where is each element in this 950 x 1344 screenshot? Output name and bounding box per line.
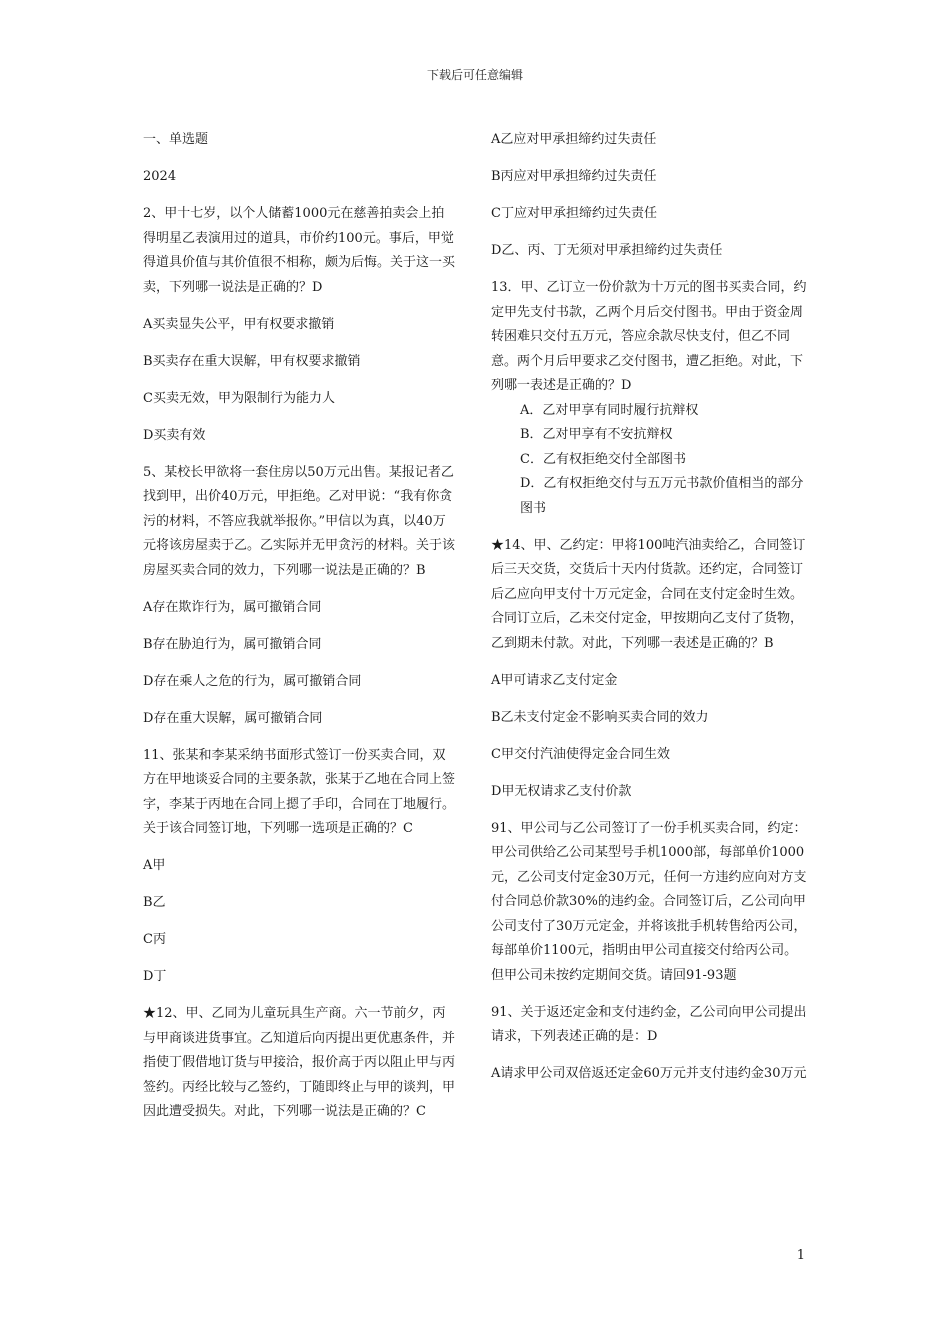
left-column: [143, 128, 455, 1137]
right-column: [491, 128, 809, 1099]
page-number: 1: [796, 1248, 805, 1263]
question-14: ★14、甲、乙约定：甲将100吨汽油卖给乙，合同签订后三天交货，交货后十天内付货款。还约定，合同签订后乙应向甲支付十万元定金，合同在支付定金时生效。合同订立后，乙未交付定金，甲按期向乙支付了货物，乙到期未付款。对此，下列哪一表述是正确的？B: [491, 537, 806, 651]
page-header: 下载后可任意编辑: [426, 68, 523, 82]
q13-option-c: C．乙有权拒绝交付全部图书: [520, 451, 686, 467]
q5-option-a: A存在欺诈行为，属可撤销合同: [143, 599, 322, 615]
q5-option-c: D存在乘人之危的行为，属可撤销合同: [143, 673, 362, 689]
question-5: 5、某校长甲欲将一套住房以50万元出售。某报记者乙找到甲，出价40万元，甲拒绝。乙对甲说：“我有你贪污的材料，不答应我就举报你。”甲信以为真，以40万元将该房屋卖于乙。乙实际并无甲贪污的材料。关于该房屋买卖合同的效力，下列哪一说法是正确的？B: [143, 464, 456, 578]
question-2: 2、甲十七岁，以个人储蓄1000元在慈善拍卖会上拍得明星乙表演用过的道具，市价约100元。事后，甲觉得道具价值与其价值很不相称，颇为后悔。关于这一买卖，下列哪一说法是正确的？D: [143, 206, 456, 295]
q13-option-d: D．乙有权拒绝交付与五万元书款价值相当的部分图书: [520, 476, 804, 516]
q12-option-a: A乙应对甲承担缔约过失责任: [491, 132, 657, 147]
q2-option-c: C买卖无效，甲为限制行为能力人: [143, 390, 335, 406]
q11-option-a: A甲: [143, 858, 166, 873]
year-label: 2024: [143, 169, 177, 184]
section-heading: 一、单选题: [143, 132, 209, 147]
q14-option-c: C甲交付汽油使得定金合同生效: [491, 746, 670, 762]
q2-option-b: B买卖存在重大误解，甲有权要求撤销: [143, 353, 361, 369]
q5-option-b: B存在胁迫行为，属可撤销合同: [143, 636, 322, 652]
q91-option-a: A请求甲公司双倍返还定金60万元并支付违约金30万元: [491, 1066, 807, 1081]
q11-option-b: B乙: [143, 895, 166, 910]
q14-option-b: B乙未支付定金不影响买卖合同的效力: [491, 709, 709, 725]
q12-option-b: B丙应对甲承担缔约过失责任: [491, 169, 657, 184]
question-11: 11、张某和李某采纳书面形式签订一份买卖合同，双方在甲地谈妥合同的主要条款，张某于乙地在合同上签字，李某于丙地在合同上摁了手印，合同在丁地履行。关于该合同签订地，下列哪一选项是正确的？C: [143, 747, 456, 836]
q13-option-b: B．乙对甲享有不安抗辩权: [520, 427, 673, 442]
q13-option-a: A．乙对甲享有同时履行抗辩权: [520, 402, 699, 418]
q14-option-a: A甲可请求乙支付定金: [491, 672, 618, 688]
q14-option-d: D甲无权请求乙支付价款: [491, 783, 632, 799]
question-91-scenario: 91、甲公司与乙公司签订了一份手机买卖合同，约定：甲公司供给乙公司某型号手机1000部，每部单价1000元，乙公司支付定金30万元，任何一方违约应向对方支付合同总价款30%的违约金。合同签订后，乙公司向甲公司支付了30万元定金，并将该批手机转售给丙公司，每部单价1100元，指明由甲公司直接交付给丙公司。但甲公司未按约定期间交货。请回91-93题: [491, 820, 807, 983]
q11-option-d: D丁: [143, 969, 167, 984]
q11-option-c: C丙: [143, 932, 166, 947]
q5-option-d: D存在重大误解，属可撤销合同: [143, 710, 323, 726]
question-13: 13．甲、乙订立一份价款为十万元的图书买卖合同，约定甲先支付书款，乙两个月后交付图书。甲由于资金周转困难只交付五万元，答应余款尽快支付，但乙不同意。两个月后甲要求乙交付图书，遭乙拒绝。对此，下列哪一表述是正确的？D: [491, 280, 807, 393]
q2-option-d: D买卖有效: [143, 427, 206, 443]
q2-option-a: A买卖显失公平，甲有权要求撤销: [143, 316, 335, 332]
q12-option-d: D乙、丙、丁无须对甲承担缔约过失责任: [491, 243, 723, 258]
question-91: 91、关于返还定金和支付违约金，乙公司向甲公司提出请求，下列表述正确的是：D: [491, 1004, 807, 1044]
question-12: ★12、甲、乙同为儿童玩具生产商。六一节前夕，丙与甲商谈进货事宜。乙知道后向丙提出更优惠条件，并指使丁假借地订货与甲接洽，报价高于丙以阻止甲与丙签约。丙经比较与乙签约，丁随即终止与甲的谈判，甲因此遭受损失。对此，下列哪一说法是正确的？C: [143, 1006, 456, 1119]
q12-option-c: C丁应对甲承担缔约过失责任: [491, 206, 657, 221]
